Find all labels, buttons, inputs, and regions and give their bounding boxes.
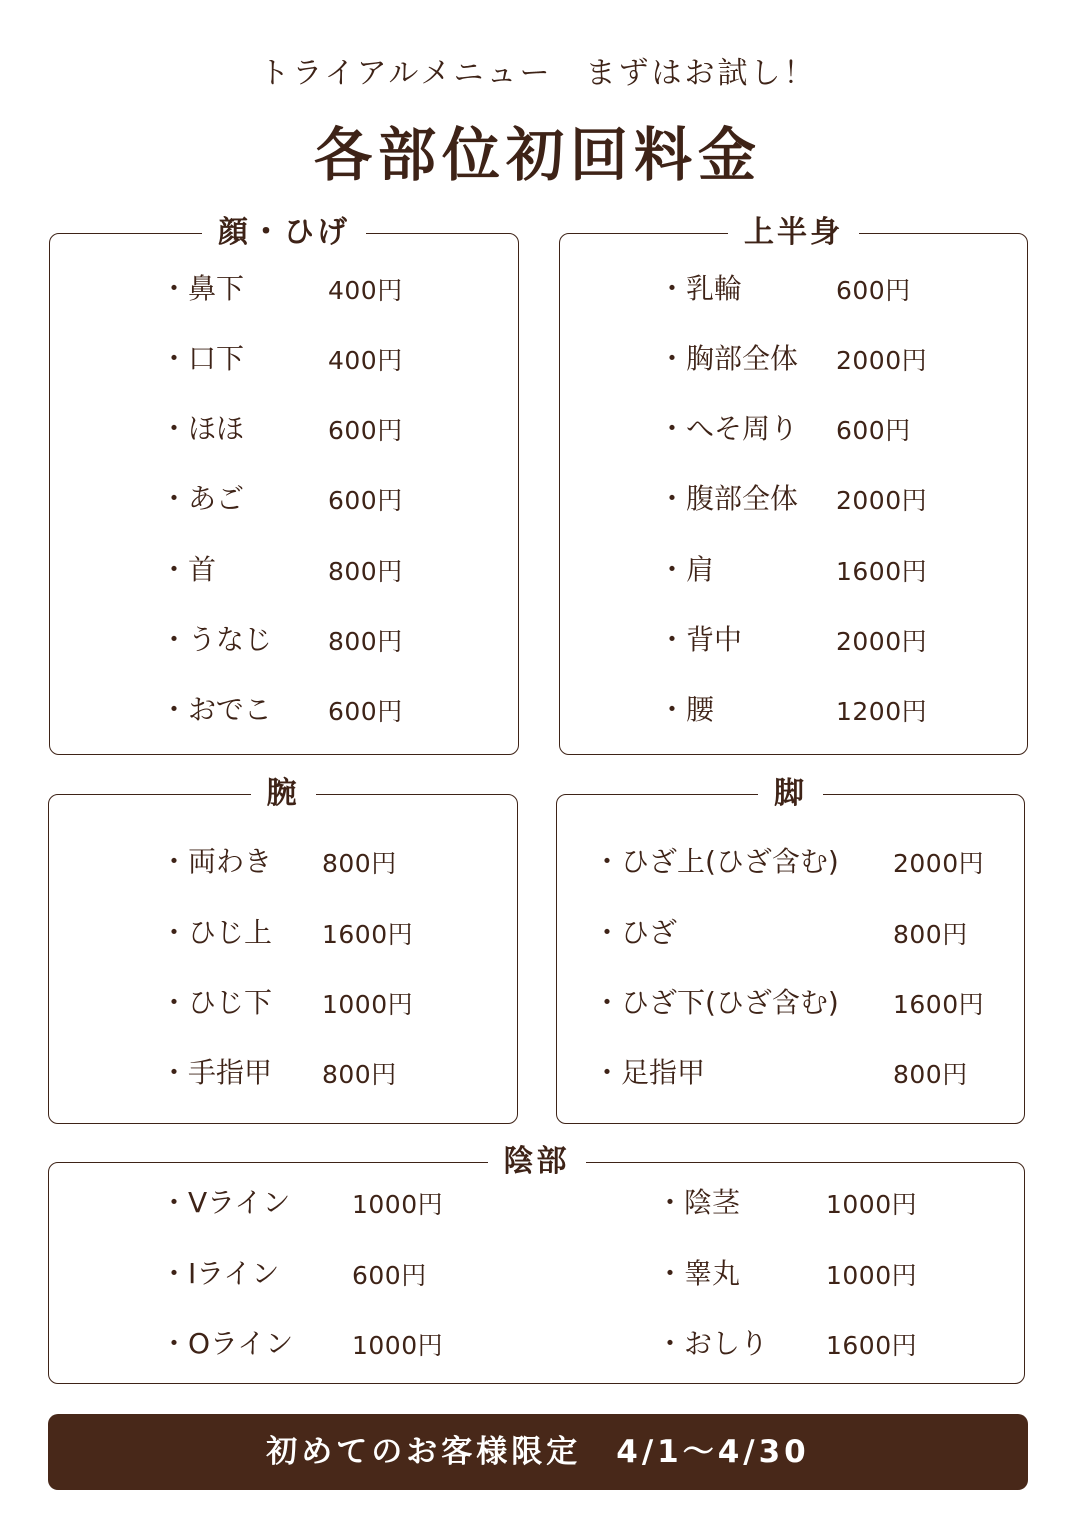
item-price: 800円 (328, 557, 403, 586)
item-price: 1000円 (826, 1261, 918, 1290)
item-price: 1000円 (826, 1190, 918, 1219)
item-price: 2000円 (836, 346, 928, 375)
limited-offer-banner: 初めてのお客様限定 4/1〜4/30 (48, 1414, 1028, 1490)
item-name: ・口下 (160, 342, 245, 375)
item-price: 400円 (328, 346, 403, 375)
item-price: 1600円 (826, 1331, 918, 1360)
item-name: ・ひじ上 (160, 916, 273, 949)
item-price: 1600円 (893, 990, 985, 1019)
menu-subtitle: トライアルメニュー まずはお試し！ (259, 56, 817, 91)
item-price: 800円 (893, 1060, 968, 1089)
item-name: ・ほほ (160, 412, 245, 445)
section-leg-title: 脚 (758, 771, 823, 817)
item-price: 800円 (893, 920, 968, 949)
section-upper-body-title: 上半身 (728, 210, 859, 256)
item-name: ・睾丸 (656, 1257, 741, 1290)
item-name: ・両わき (160, 845, 273, 878)
item-price: 1200円 (836, 697, 928, 726)
item-price: 600円 (328, 416, 403, 445)
item-name: ・Iライン (160, 1257, 280, 1290)
item-name: ・陰茎 (656, 1186, 741, 1219)
item-name: ・鼻下 (160, 272, 245, 305)
item-price: 600円 (836, 416, 911, 445)
item-name: ・乳輪 (658, 272, 743, 305)
item-price: 600円 (328, 697, 403, 726)
item-price: 800円 (322, 1060, 397, 1089)
item-price: 1000円 (352, 1190, 444, 1219)
section-arm-title: 腕 (251, 771, 316, 817)
item-price: 2000円 (836, 627, 928, 656)
item-name: ・ひざ (593, 916, 678, 949)
section-arm (48, 776, 518, 1124)
item-price: 600円 (836, 276, 911, 305)
item-name: ・へそ周り (658, 412, 799, 445)
item-name: ・ひざ下(ひざ含む) (593, 986, 839, 1019)
page-title: 各部位初回料金 (313, 121, 762, 189)
item-price: 800円 (328, 627, 403, 656)
section-face-title: 顔・ひげ (202, 210, 366, 256)
item-name: ・背中 (658, 623, 743, 656)
section-upper-body (559, 215, 1028, 755)
section-leg (556, 776, 1025, 1124)
item-price: 600円 (352, 1261, 427, 1290)
item-name: ・Oライン (160, 1327, 294, 1360)
item-name: ・手指甲 (160, 1056, 273, 1089)
item-name: ・あご (160, 482, 245, 515)
item-price: 1000円 (352, 1331, 444, 1360)
item-price: 2000円 (893, 849, 985, 878)
item-name: ・おしり (656, 1327, 769, 1360)
item-name: ・Vライン (160, 1186, 291, 1219)
item-price: 1600円 (836, 557, 928, 586)
item-name: ・ひざ上(ひざ含む) (593, 845, 839, 878)
item-name: ・胸部全体 (658, 342, 799, 375)
item-name: ・おでこ (160, 693, 272, 726)
item-price: 1600円 (322, 920, 414, 949)
item-name: ・ひじ下 (160, 986, 273, 1019)
section-face (49, 215, 519, 755)
section-vio (48, 1144, 1025, 1384)
section-vio-title: 陰部 (488, 1139, 586, 1185)
item-name: ・腹部全体 (658, 482, 799, 515)
item-name: ・首 (160, 553, 217, 586)
item-name: ・肩 (658, 553, 715, 586)
item-price: 600円 (328, 486, 403, 515)
item-name: ・腰 (658, 693, 715, 726)
item-price: 800円 (322, 849, 397, 878)
item-price: 400円 (328, 276, 403, 305)
item-price: 1000円 (322, 990, 414, 1019)
item-name: ・足指甲 (593, 1056, 706, 1089)
item-name: ・うなじ (160, 623, 273, 656)
item-price: 2000円 (836, 486, 928, 515)
